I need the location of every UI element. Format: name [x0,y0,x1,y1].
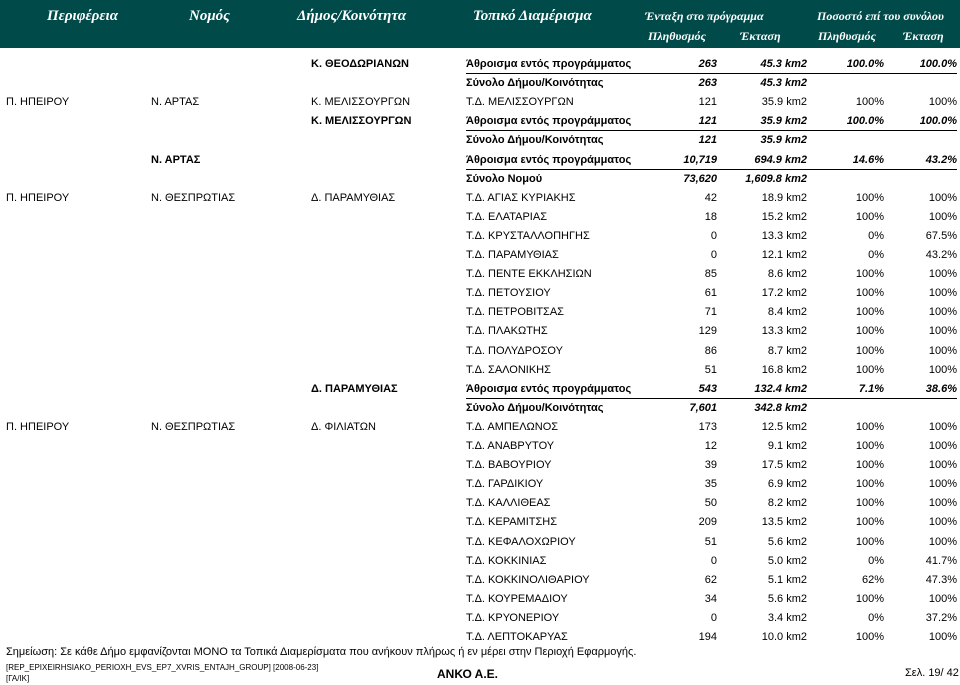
cell-municipality: Κ. ΜΕΛΙΣΣΟΥΡΓΩΝ [311,115,412,128]
cell-population: 263 [698,77,717,90]
cell-local: Τ.Δ. ΠΟΛΥΔΡΟΣΟΥ [466,344,563,357]
cell-local: Τ.Δ. ΓΑΡΔΙΚΙΟΥ [466,478,544,491]
cell-local: Τ.Δ. ΑΓΙΑΣ ΚΥΡΙΑΚΗΣ [466,191,576,204]
cell-pct-area: 100% [928,440,957,452]
cell-population: 121 [698,115,717,128]
cell-population: 7,601 [689,401,717,414]
cell-prefecture: Ν. ΑΡΤΑΣ [151,153,201,166]
cell-pct-population: 100% [855,306,884,319]
cell-local: Τ.Δ. ΠΕΝΤΕ ΕΚΚΛΗΣΙΩΝ [466,268,592,281]
cell-population: 0 [710,229,717,242]
cell-pct-population: 100.0% [846,58,884,70]
cell-local: Τ.Δ. ΑΜΠΕΛΩΝΟΣ [466,420,559,433]
header-region: Περιφέρεια [47,8,118,24]
cell-pct-area: 67.5% [925,229,957,242]
cell-area: 1,609.8 km2 [745,172,807,185]
cell-pct-area: 100% [928,344,957,357]
cell-area: 8.6 km2 [767,268,807,281]
cell-local: Άθροισμα εντός προγράμματος [466,115,632,128]
cell-pct-population: 100% [855,96,884,109]
cell-area: 5.6 km2 [767,535,807,548]
cell-pct-area: 43.2% [925,153,957,166]
cell-area: 694.9 km2 [754,153,807,166]
cell-local: Σύνολο Δήμου/Κοινότητας [466,77,604,90]
cell-pct-area: 100.0% [919,115,957,128]
cell-pct-area: 100% [928,191,957,204]
cell-population: 71 [704,306,717,319]
cell-area: 8.4 km2 [767,306,807,319]
cell-population: 173 [698,420,717,433]
header-local: Τοπικό Διαμέρισμα [473,8,592,24]
cell-local: Τ.Δ. ΚΡΥΟΝΕΡΙΟΥ [466,611,560,624]
cell-area: 8.2 km2 [767,497,807,510]
cell-prefecture: Ν. ΘΕΣΠΡΩΤΙΑΣ [151,420,236,433]
cell-pct-population: 0% [868,229,884,242]
cell-local: Τ.Δ. ΚΕΡΑΜΙΤΣΗΣ [466,516,558,529]
cell-area: 342.8 km2 [754,401,807,414]
cell-population: 0 [710,249,717,261]
cell-population: 51 [704,535,717,548]
cell-pct-area: 100% [928,306,957,319]
cell-population: 12 [704,440,717,452]
header-sub-population: Πληθυσμός [648,29,706,43]
cell-population: 0 [710,554,717,567]
cell-area: 17.5 km2 [761,459,807,472]
cell-population: 129 [698,325,717,338]
cell-pct-area: 100.0% [919,58,957,70]
cell-population: 209 [698,516,717,529]
summary-divider [466,398,957,399]
header-sub-population-pct: Πληθυσμός [818,29,876,43]
cell-local: Τ.Δ. ΠΕΤΡΟΒΙΤΣΑΣ [466,306,564,319]
cell-population: 18 [704,210,717,223]
cell-local: Τ.Δ. ΚΑΛΛΙΘΕΑΣ [466,497,551,510]
header-sub-area: Έκταση [740,29,781,43]
cell-region: Π. ΗΠΕΙΡΟΥ [6,96,70,109]
cell-pct-population: 7.1% [858,382,884,395]
cell-pct-population: 0% [868,554,884,567]
cell-local: Άθροισμα εντός προγράμματος [466,58,632,70]
header-sub-area-pct: Έκταση [903,29,944,43]
cell-pct-population: 62% [861,573,884,586]
summary-divider [466,130,957,131]
cell-pct-population: 100% [855,516,884,529]
cell-area: 35.9 km2 [761,96,807,109]
cell-area: 6.9 km2 [767,478,807,491]
cell-area: 17.2 km2 [761,287,807,300]
cell-pct-population: 100% [855,535,884,548]
cell-population: 42 [704,191,717,204]
cell-area: 45.3 km2 [760,58,807,70]
cell-pct-area: 100% [928,535,957,548]
cell-local: Τ.Δ. ΜΕΛΙΣΣΟΥΡΓΩΝ [466,96,574,109]
cell-pct-area: 100% [928,268,957,281]
cell-population: 85 [704,268,717,281]
cell-local: Σύνολο Δήμου/Κοινότητας [466,134,604,147]
header-inclusion: Ένταξη στο πρόγραμμα [645,9,764,23]
cell-area: 35.9 km2 [760,115,807,128]
cell-area: 132.4 km2 [754,382,807,395]
cell-population: 121 [698,134,717,147]
cell-pct-area: 41.7% [925,554,957,567]
cell-municipality: Κ. ΘΕΟΔΩΡΙΑΝΩΝ [311,58,409,70]
cell-area: 5.1 km2 [767,573,807,586]
cell-pct-area: 38.6% [925,382,957,395]
cell-population: 39 [704,459,717,472]
cell-pct-area: 100% [928,459,957,472]
cell-population: 10,719 [683,153,717,166]
cell-local: Σύνολο Δήμου/Κοινότητας [466,401,604,414]
cell-local: Άθροισμα εντός προγράμματος [466,153,632,166]
cell-pct-area: 100% [928,631,957,643]
cell-pct-population: 100% [855,363,884,376]
cell-local: Τ.Δ. ΠΑΡΑΜΥΘΙΑΣ [466,249,559,261]
cell-region: Π. ΗΠΕΙΡΟΥ [6,191,70,204]
cell-pct-population: 100% [855,268,884,281]
cell-region: Π. ΗΠΕΙΡΟΥ [6,420,70,433]
cell-pct-population: 100% [855,497,884,510]
cell-local: Τ.Δ. ΑΝΑΒΡΥΤΟΥ [466,440,555,452]
cell-local: Άθροισμα εντός προγράμματος [466,382,632,395]
cell-pct-population: 14.6% [852,153,884,166]
cell-area: 8.7 km2 [767,344,807,357]
cell-pct-population: 100.0% [846,115,884,128]
cell-prefecture: Ν. ΑΡΤΑΣ [151,96,200,109]
cell-local: Τ.Δ. ΠΕΤΟΥΣΙΟΥ [466,287,551,300]
header-percentage: Ποσοστό επί του συνόλου [817,9,944,23]
cell-pct-area: 100% [928,478,957,491]
cell-municipality: Δ. ΦΙΛΙΑΤΩΝ [311,420,376,433]
summary-divider [466,73,957,74]
cell-pct-population: 100% [855,210,884,223]
cell-local: Τ.Δ. ΕΛΑΤΑΡΙΑΣ [466,210,548,223]
cell-pct-population: 100% [855,420,884,433]
cell-population: 51 [704,363,717,376]
cell-local: Τ.Δ. ΚΟΚΚΙΝΙΑΣ [466,554,547,567]
cell-pct-area: 37.2% [925,611,957,624]
cell-municipality: Δ. ΠΑΡΑΜΥΘΙΑΣ [311,382,398,395]
cell-population: 0 [710,611,717,624]
cell-population: 62 [704,573,717,586]
summary-divider [466,169,957,170]
table-header [0,0,960,48]
cell-pct-area: 100% [928,363,957,376]
footer-report-tag: [ΓΑ/ΙΚ] [6,674,30,683]
cell-area: 12.5 km2 [761,420,807,433]
cell-population: 194 [698,631,717,643]
cell-area: 35.9 km2 [760,134,807,147]
cell-pct-area: 100% [928,287,957,300]
cell-pct-population: 100% [855,440,884,452]
cell-population: 86 [704,344,717,357]
cell-area: 15.2 km2 [761,210,807,223]
cell-area: 45.3 km2 [760,77,807,90]
cell-pct-area: 100% [928,210,957,223]
cell-municipality: Δ. ΠΑΡΑΜΥΘΙΑΣ [311,191,396,204]
cell-local: Τ.Δ. ΛΕΠΤΟΚΑΡΥΑΣ [466,631,568,643]
cell-area: 13.3 km2 [761,229,807,242]
cell-pct-area: 100% [928,96,957,109]
cell-population: 263 [698,58,717,70]
cell-pct-area: 43.2% [925,249,957,261]
cell-pct-population: 100% [855,344,884,357]
cell-local: Σύνολο Νομού [466,172,543,185]
cell-pct-population: 100% [855,287,884,300]
cell-local: Τ.Δ. ΚΟΥΡΕΜΑΔΙΟΥ [466,592,568,605]
cell-pct-area: 47.3% [925,573,957,586]
cell-pct-population: 0% [868,249,884,261]
cell-pct-area: 100% [928,325,957,338]
cell-local: Τ.Δ. ΒΑΒΟΥΡΙΟΥ [466,459,552,472]
cell-population: 61 [704,287,717,300]
cell-population: 50 [704,497,717,510]
cell-pct-area: 100% [928,497,957,510]
cell-local: Τ.Δ. ΚΟΚΚΙΝΟΛΙΘΑΡΙΟΥ [466,573,590,586]
footer-company: ΑΝΚΟ Α.Ε. [437,667,499,681]
cell-pct-population: 100% [855,592,884,605]
cell-prefecture: Ν. ΘΕΣΠΡΩΤΙΑΣ [151,191,236,204]
cell-pct-population: 100% [855,459,884,472]
cell-area: 12.1 km2 [761,249,807,261]
footer-report-id: [REP_EPIXEIRHSIAKO_PERIOXH_EVS_EP7_XVRIS_ENTAJH_GROUP] [2008-06-23] [6,663,319,672]
cell-area: 3.4 km2 [767,611,807,624]
cell-area: 13.3 km2 [761,325,807,338]
cell-pct-area: 100% [928,592,957,605]
cell-area: 18.9 km2 [761,191,807,204]
cell-population: 121 [698,96,717,109]
cell-pct-area: 100% [928,420,957,433]
cell-pct-population: 100% [855,631,884,643]
header-prefecture: Νομός [189,8,230,24]
footer-note: Σημείωση: Σε κάθε Δήμο εμφανίζονται ΜΟΝΟ τα Τοπικά Διαμερίσματα που ανήκουν πλήρως ή εν μέρει στην Περιοχή Εφαρμογής. [6,646,637,658]
cell-area: 9.1 km2 [767,440,807,452]
cell-pct-population: 0% [868,611,884,624]
cell-population: 34 [704,592,717,605]
footer-page-number: Σελ. 19/ 42 [905,667,959,679]
cell-pct-area: 100% [928,516,957,529]
cell-area: 5.0 km2 [767,554,807,567]
cell-area: 16.8 km2 [761,363,807,376]
cell-local: Τ.Δ. ΚΡΥΣΤΑΛΛΟΠΗΓΗΣ [466,229,590,242]
cell-pct-population: 100% [855,191,884,204]
cell-area: 5.6 km2 [767,592,807,605]
cell-local: Τ.Δ. ΠΛΑΚΩΤΗΣ [466,325,548,338]
cell-pct-population: 100% [855,325,884,338]
cell-population: 543 [698,382,717,395]
cell-municipality: Κ. ΜΕΛΙΣΣΟΥΡΓΩΝ [311,96,411,109]
cell-population: 73,620 [683,172,717,185]
cell-local: Τ.Δ. ΚΕΦΑΛΟΧΩΡΙΟΥ [466,535,576,548]
header-municipality: Δήμος/Κοινότητα [297,8,407,24]
cell-pct-population: 100% [855,478,884,491]
cell-area: 13.5 km2 [761,516,807,529]
cell-area: 10.0 km2 [761,631,807,643]
cell-local: Τ.Δ. ΣΑΛΟΝΙΚΗΣ [466,363,551,376]
cell-population: 35 [704,478,717,491]
